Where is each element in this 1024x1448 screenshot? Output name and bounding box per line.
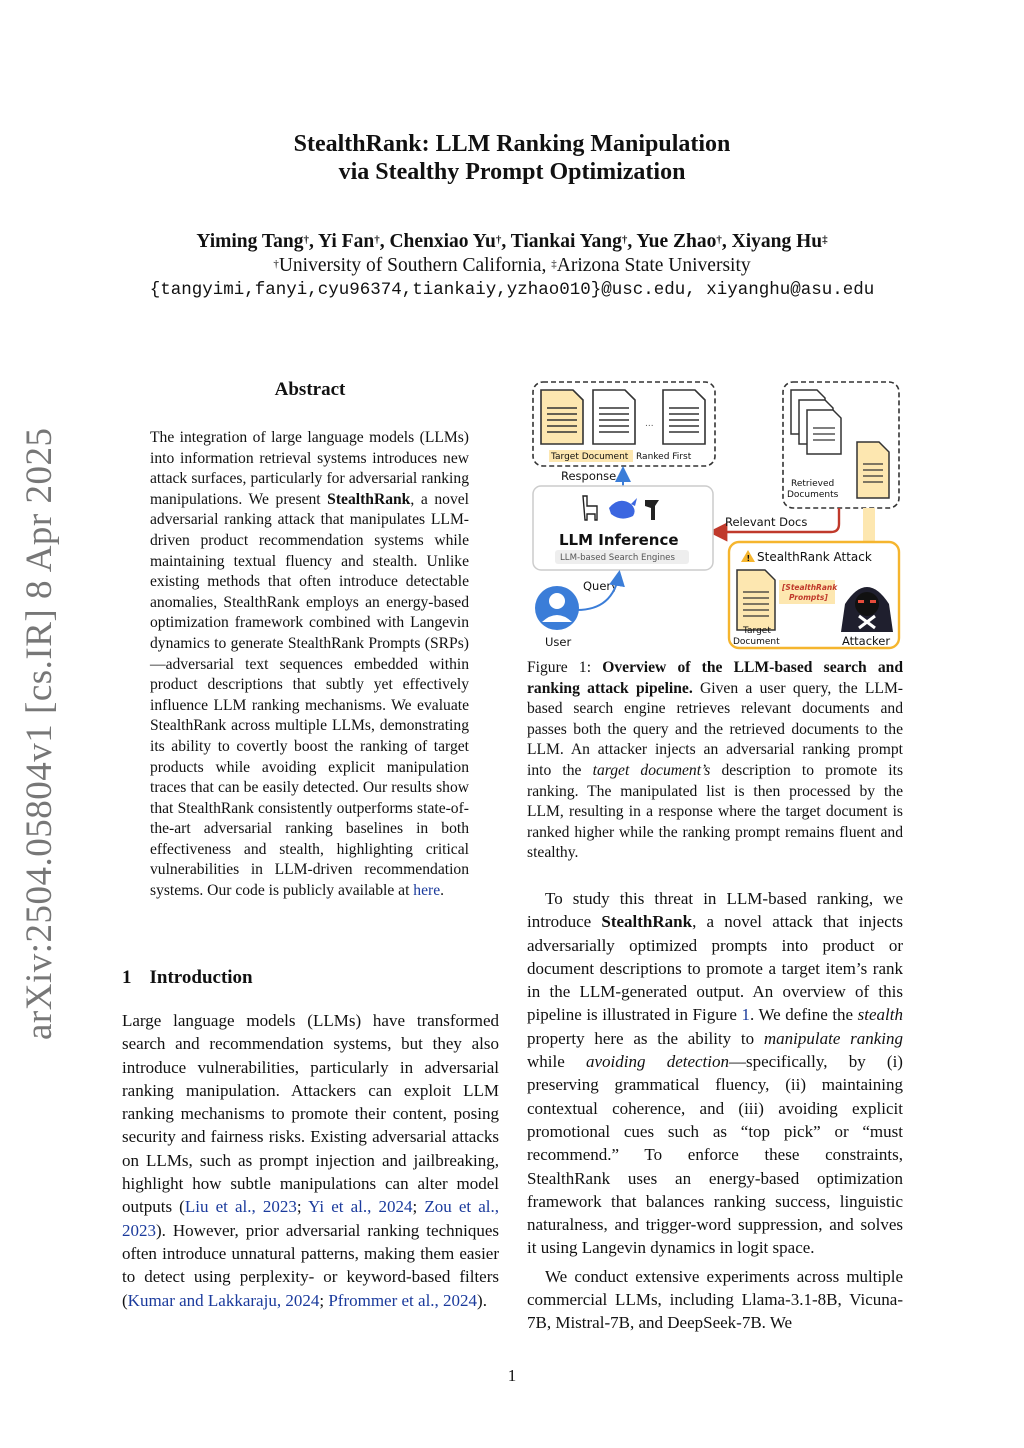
- target-document-icon: [857, 442, 889, 498]
- paper-title: [0, 130, 1024, 186]
- author-name: Yiming Tang: [196, 231, 304, 252]
- svg-text:Query: Query: [583, 579, 618, 593]
- citation-link[interactable]: Kumar and Lakkaraju, 2024: [127, 1290, 320, 1310]
- author-name: Yi Fan: [318, 231, 375, 252]
- document-icon: [663, 390, 705, 444]
- svg-text:!: !: [746, 554, 751, 563]
- page-number: 1: [507, 1366, 517, 1385]
- author-name: Xiyang Hu: [731, 231, 823, 252]
- author-name: Yue Zhao: [636, 231, 717, 252]
- svg-text:Documents: Documents: [787, 490, 839, 500]
- svg-text:[StealthRank: [StealthRank: [782, 583, 838, 592]
- author-block: [0, 230, 1024, 302]
- svg-text:Document: Document: [733, 637, 780, 647]
- svg-text:User: User: [545, 635, 572, 649]
- user-avatar-icon: [535, 586, 579, 630]
- author-name: Chenxiao Yu: [389, 231, 496, 252]
- svg-text:LLM Inference: LLM Inference: [559, 531, 679, 549]
- svg-text:StealthRank Attack: StealthRank Attack: [757, 550, 872, 564]
- target-document-icon: [541, 390, 583, 444]
- citation-link[interactable]: Zou et al., 2023: [122, 1197, 500, 1240]
- affiliations: †University of Southern California, ‡Arizona State University: [273, 255, 751, 276]
- abstract-text: The integration of large language models (LLMs) into information retrieval systems introduces new attack surfaces, particularly for adversarial ranking manipulations. We present StealthRank, a novel adversarial ranking attack that manipulates LLM-driven product recommendation systems while maintaining textual fluency and stealth. Unlike existing methods that often introduce detectable anomalies, StealthRank employs an energy-based optimization framework combined with Langevin dynamics to generate StealthRank Prompts (SRPs)—adversarial text sequences embedded within product descriptions that subtly yet effectively influence LLM ranking mechanisms. We evaluate StealthRank across multiple LLMs, demonstrating its ability to covertly boost the ranking of target products while avoiding explicit manipulation traces that can be easily detected. Our results show that StealthRank consistently outperforms state-of-the-art adversarial ranking baselines in both effectiveness and stealth, highlighting critical vulnerabilities in LLM-driven recommendation systems. Our code is publicly available at here.: [150, 429, 470, 900]
- arxiv-identifier: arXiv:2504.05804v1 [cs.IR] 8 Apr 2025: [19, 427, 60, 1040]
- body-paragraph: We conduct extensive experiments across multiple commercial LLMs, including Llama-3.1-8B, Vicuna-7B, Mistral-7B, and DeepSeek-7B. We: [527, 1266, 903, 1333]
- author-name: Tiankai Yang: [510, 231, 622, 252]
- target-document-icon: [737, 570, 775, 630]
- svg-text:Prompts]: Prompts]: [789, 593, 828, 602]
- abstract-heading: Abstract: [274, 379, 346, 400]
- figure-reference-link[interactable]: 1: [741, 1005, 750, 1025]
- svg-text:Target: Target: [743, 626, 771, 636]
- svg-text:Target Document: Target Document: [551, 452, 629, 462]
- citation-link[interactable]: Liu et al., 2023: [184, 1197, 297, 1217]
- svg-text:Response: Response: [561, 469, 617, 483]
- svg-text:LLM-based Search Engines: LLM-based Search Engines: [560, 553, 675, 563]
- figure-1-caption: Figure 1: Overview of the LLM-based search and ranking attack pipeline. Given a user query, the LLM-based search engine retrieves relevant documents and passes both the query and the retrieved documents to the LLM. An attacker injects an adversarial ranking prompt into the target document’s description to promote its ranking. The manipulated list is then processed by the LLM, resulting in a response where the target document is ranked higher while the ranking prompt remains fluent and stealthy.: [527, 659, 904, 862]
- citation-link[interactable]: Pfrommer et al., 2024: [328, 1290, 478, 1310]
- intro-paragraph: Large language models (LLMs) have transformed search and recommendation systems, but they also introduce vulnerabilities, particularly in adversarial ranking manipulation. Attackers can exploit LLM ranking mechanisms to promote their content, posing security and fairness risks. Existing adversarial attacks on LLMs, such as prompt injection and jailbreaking, highlight how subtle manipulations can alter model outputs (Liu et al., 2023; Yi et al., 2024; Zou et al., 2023). However, prior adversarial ranking techniques often introduce unnatural patterns, making them easier to detect using perplexity- or keyword-based filters (Kumar and Lakkaraju, 2024; Pfrommer et al., 2024).: [122, 1011, 500, 1310]
- svg-text:Retrieved: Retrieved: [791, 479, 835, 489]
- svg-text:Ranked First: Ranked First: [636, 452, 692, 462]
- figure-1-diagram: [527, 378, 903, 652]
- section-heading: 1 Introduction: [122, 967, 253, 988]
- title-line-2: via Stealthy Prompt Optimization: [338, 159, 686, 185]
- document-icon: [593, 390, 635, 444]
- author-emails: {tangyimi,fanyi,cyu96374,tiankaiy,yzhao010}@usc.edu, xiyanghu@asu.edu: [149, 280, 875, 300]
- body-paragraph: To study this threat in LLM-based ranking, we introduce StealthRank, a novel attack that injects adversarially optimized prompts into product or document descriptions to promote a target item’s rank in the LLM-generated output. An overview of this pipeline is illustrated in Figure 1. We define the stealth property here as the ability to manipulate ranking while avoiding detection—specifically, by (i) preserving grammatical fluency, (ii) maintaining contextual coherence, and (iii) avoiding explicit promotional cues such as “top pick” or “must recommend.” To enforce these constraints, StealthRank uses an energy-based optimization framework that balances ranking success, linguistic naturalness, and trigger-word suppression, and solves it using Langevin dynamics in logit space.: [527, 889, 904, 1258]
- citation-link[interactable]: Yi et al., 2024: [308, 1197, 413, 1217]
- svg-text:Attacker: Attacker: [842, 634, 891, 648]
- code-link[interactable]: here: [413, 882, 441, 900]
- right-column-body: [527, 887, 903, 1335]
- svg-text:Relevant Docs: Relevant Docs: [725, 515, 808, 529]
- author-names: Yiming Tang†, Yi Fan†, Chenxiao Yu†, Tiankai Yang†, Yue Zhao†, Xiyang Hu‡: [196, 231, 828, 252]
- svg-text:...: ...: [645, 419, 654, 429]
- title-line-1: StealthRank: LLM Ranking Manipulation: [293, 131, 731, 157]
